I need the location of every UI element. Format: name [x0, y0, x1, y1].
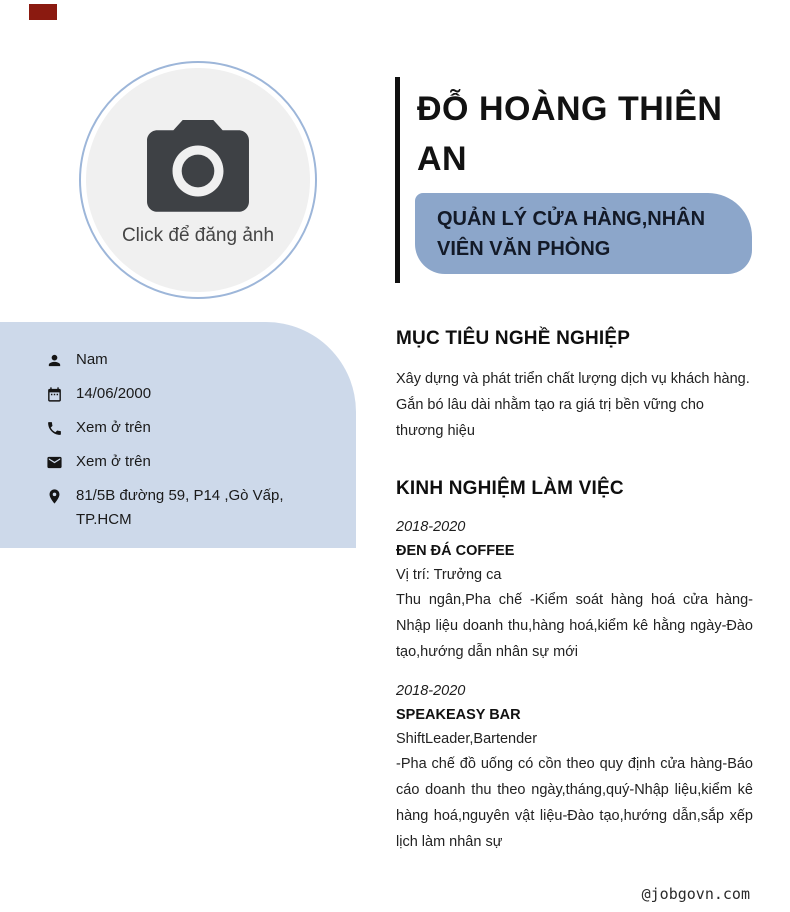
personal-info-panel — [0, 322, 356, 548]
photo-upload-button[interactable] — [79, 61, 317, 299]
red-marker — [29, 4, 57, 20]
location-icon — [46, 488, 63, 505]
entry-period: 2018-2020 — [396, 683, 466, 699]
calendar-icon — [46, 386, 63, 403]
entry-description: Thu ngân,Pha chế -Kiểm soát hàng hoá cửa hàng-Nhập liệu doanh thu,hàng hoá,kiểm kê hằng ngày-Đào tạo,hướng dẫn nhân sự mới — [396, 592, 753, 660]
info-row-email — [46, 450, 322, 474]
section-objective — [396, 328, 753, 444]
entry-description: -Pha chế đồ uống có cồn theo quy định cửa hàng-Báo cáo doanh thu theo ngày,tháng,quý-Nhập liệu,kiểm kê hàng hoá,nguyên vật liệu-Đào tạo,hướng dẫn,sắp xếp lịch làm nhân sự — [396, 756, 753, 850]
experience-entry — [396, 516, 753, 665]
info-row-birthdate — [46, 382, 322, 406]
entry-period: 2018-2020 — [396, 519, 466, 535]
watermark: @jobgovn.com — [641, 885, 750, 903]
photo-caption: Click để đăng ảnh — [121, 225, 275, 246]
entry-company: ĐEN ĐÁ COFFEE — [396, 543, 515, 559]
birthdate-value: 14/06/2000 — [76, 385, 152, 402]
header-accent-bar — [395, 77, 400, 283]
info-row-address — [46, 484, 322, 532]
email-value: Xem ở trên — [76, 453, 151, 470]
info-row-phone — [46, 416, 322, 440]
experience-entry — [396, 680, 753, 855]
photo-placeholder — [86, 68, 310, 292]
phone-icon — [46, 420, 63, 437]
experience-heading: KINH NGHIỆM LÀM VIỆC — [396, 478, 624, 499]
entry-role: ShiftLeader,Bartender — [396, 731, 538, 747]
entry-role: Vị trí: Trưởng ca — [396, 567, 502, 583]
envelope-icon — [46, 454, 63, 471]
objective-body: Xây dựng và phát triển chất lượng dịch vụ khách hàng. Gắn bó lâu dài nhằm tạo ra giá trị bền vững cho thương hiệu — [396, 371, 750, 439]
candidate-name: ĐỖ HOÀNG THIÊN AN — [417, 90, 723, 178]
phone-value: Xem ở trên — [76, 419, 151, 436]
address-value: 81/5B đường 59, P14 ,Gò Vấp, TP.HCM — [76, 487, 284, 528]
job-title-box — [415, 193, 752, 274]
entry-company: SPEAKEASY BAR — [396, 707, 521, 723]
job-title: QUẢN LÝ CỬA HÀNG,NHÂN VIÊN VĂN PHÒNG — [437, 207, 706, 260]
objective-heading: MỤC TIÊU NGHỀ NGHIỆP — [396, 328, 631, 349]
person-icon — [46, 352, 63, 369]
info-row-gender — [46, 348, 322, 372]
camera-icon — [136, 119, 260, 223]
section-experience — [396, 478, 753, 870]
gender-value: Nam — [76, 351, 108, 368]
